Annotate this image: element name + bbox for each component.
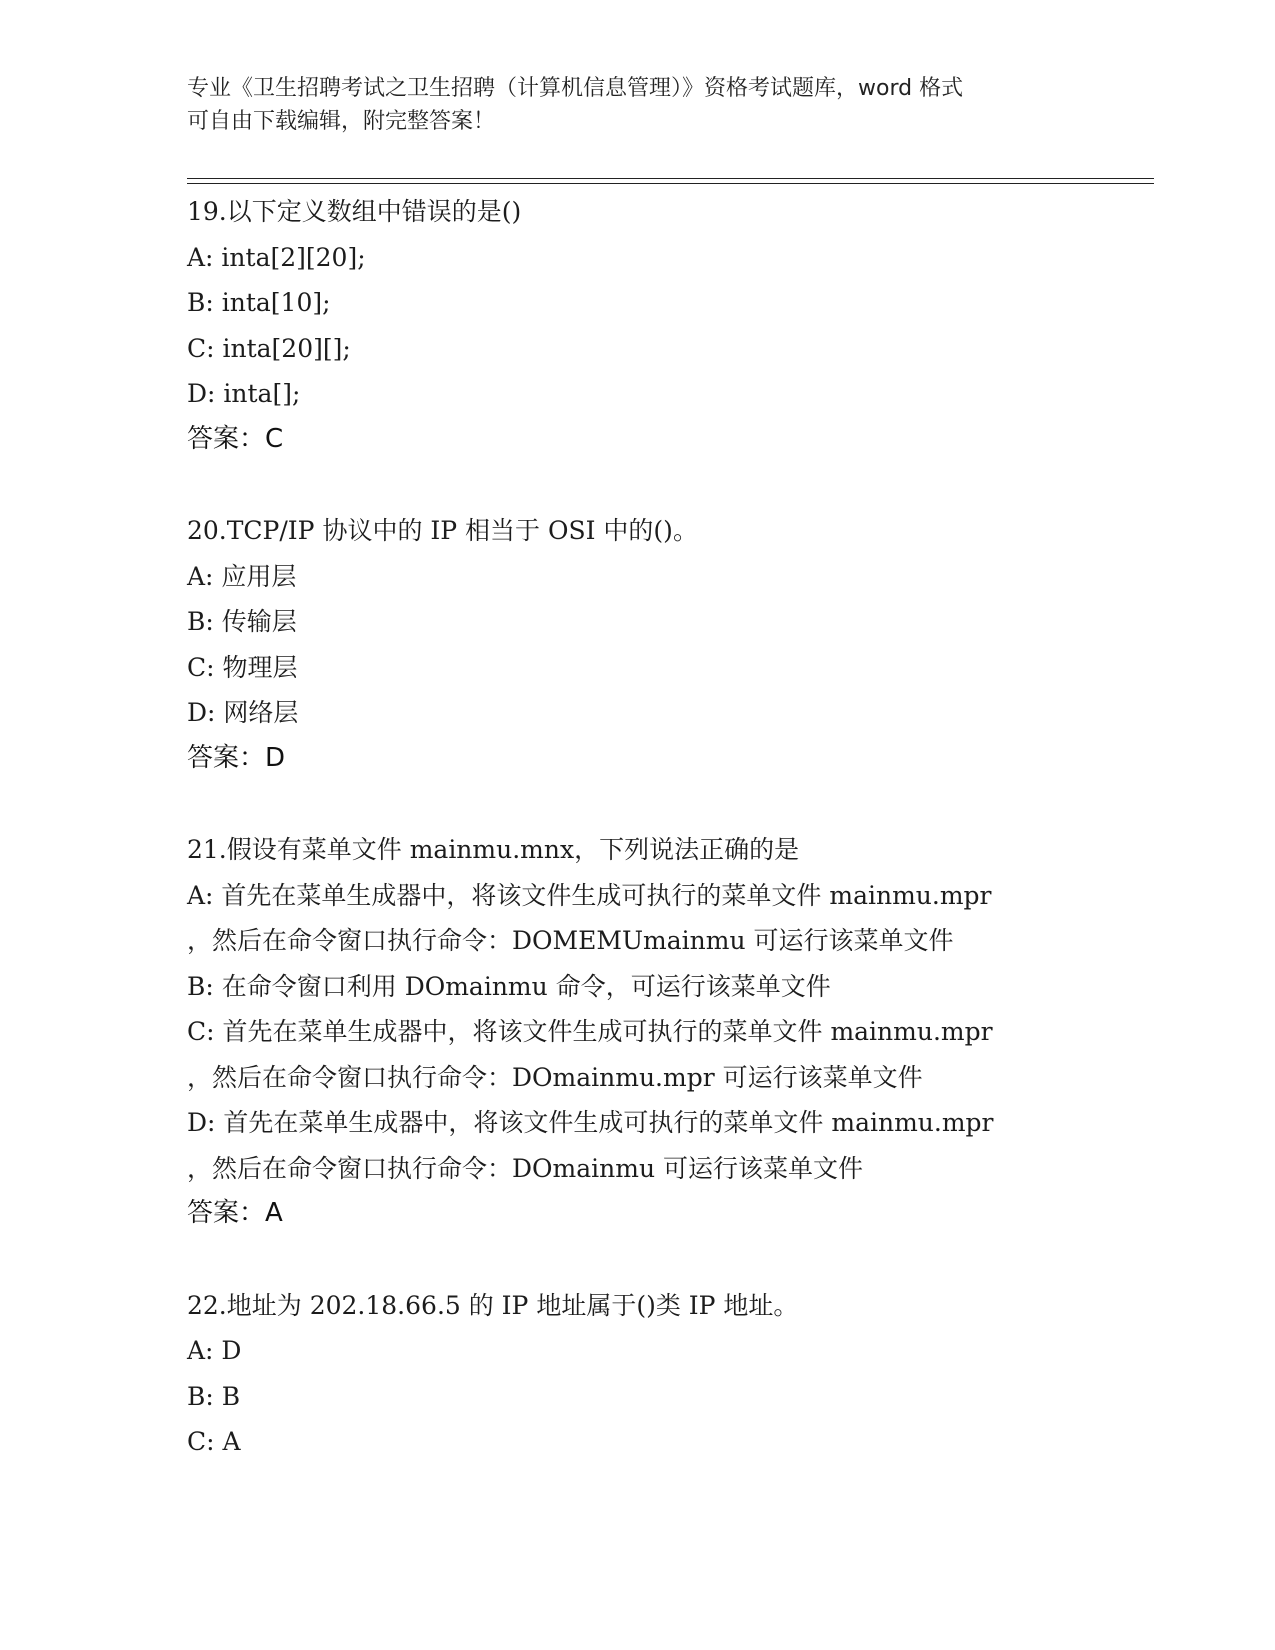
- option-c-continued: ，然后在命令窗口执行命令：DOmainmu.mpr 可运行该菜单文件: [187, 1062, 923, 1092]
- option-a: A: inta[2][20];: [187, 242, 366, 272]
- question-stem: 21.假设有菜单文件 mainmu.mnx，下列说法正确的是: [187, 835, 800, 864]
- question-20: [187, 508, 1147, 781]
- option-b: B: inta[10];: [187, 288, 331, 317]
- option-c: C: inta[20][];: [187, 333, 351, 363]
- answer-value: C: [265, 423, 284, 454]
- question-22: [187, 1283, 1147, 1465]
- option-c: C: 物理层: [187, 652, 298, 682]
- header-divider-bottom: [187, 183, 1154, 184]
- answer-label: 答案：: [187, 423, 266, 454]
- option-d: D: 网络层: [187, 698, 299, 727]
- option-a: A: D: [187, 1336, 242, 1365]
- answer-value: D: [265, 742, 286, 773]
- option-a-continued: ，然后在命令窗口执行命令：DOMEMUmainmu 可运行该菜单文件: [187, 926, 954, 955]
- answer-value: A: [265, 1198, 283, 1228]
- option-b: B: B: [187, 1381, 241, 1411]
- question-list: [187, 189, 1147, 1511]
- option-c: C: A: [187, 1427, 241, 1456]
- answer-line: [187, 1191, 1147, 1237]
- option-a: A: 应用层: [187, 561, 297, 591]
- header-line-2: 可自由下载编辑，附完整答案！: [187, 109, 496, 134]
- document-header: [187, 72, 1087, 138]
- option-c: C: 首先在菜单生成器中，将该文件生成可执行的菜单文件 mainmu.mpr: [187, 1017, 993, 1046]
- question-19: [187, 189, 1147, 462]
- option-a: A: 首先在菜单生成器中，将该文件生成可执行的菜单文件 mainmu.mpr: [187, 880, 992, 910]
- question-stem: 19.以下定义数组中错误的是(): [187, 197, 522, 226]
- answer-line: [187, 736, 1147, 782]
- answer-label: 答案：: [187, 742, 266, 773]
- header-divider-top: [187, 178, 1154, 179]
- option-d-continued: ，然后在命令窗口执行命令：DOmainmu 可运行该菜单文件: [187, 1153, 864, 1183]
- answer-label: 答案：: [187, 1198, 266, 1228]
- option-b: B: 传输层: [187, 607, 297, 636]
- question-stem: 20.TCP/IP 协议中的 IP 相当于 OSI 中的()。: [187, 516, 698, 545]
- header-line-1: 专业《卫生招聘考试之卫生招聘（计算机信息管理）》资格考试题库，word 格式: [187, 76, 964, 101]
- answer-line: [187, 417, 1147, 463]
- option-b: B: 在命令窗口利用 DOmainmu 命令，可运行该菜单文件: [187, 971, 831, 1001]
- option-d: D: inta[];: [187, 379, 301, 408]
- question-stem: 22.地址为 202.18.66.5 的 IP 地址属于()类 IP 地址。: [187, 1290, 799, 1320]
- option-d: D: 首先在菜单生成器中，将该文件生成可执行的菜单文件 mainmu.mpr: [187, 1108, 994, 1137]
- question-21: [187, 827, 1147, 1237]
